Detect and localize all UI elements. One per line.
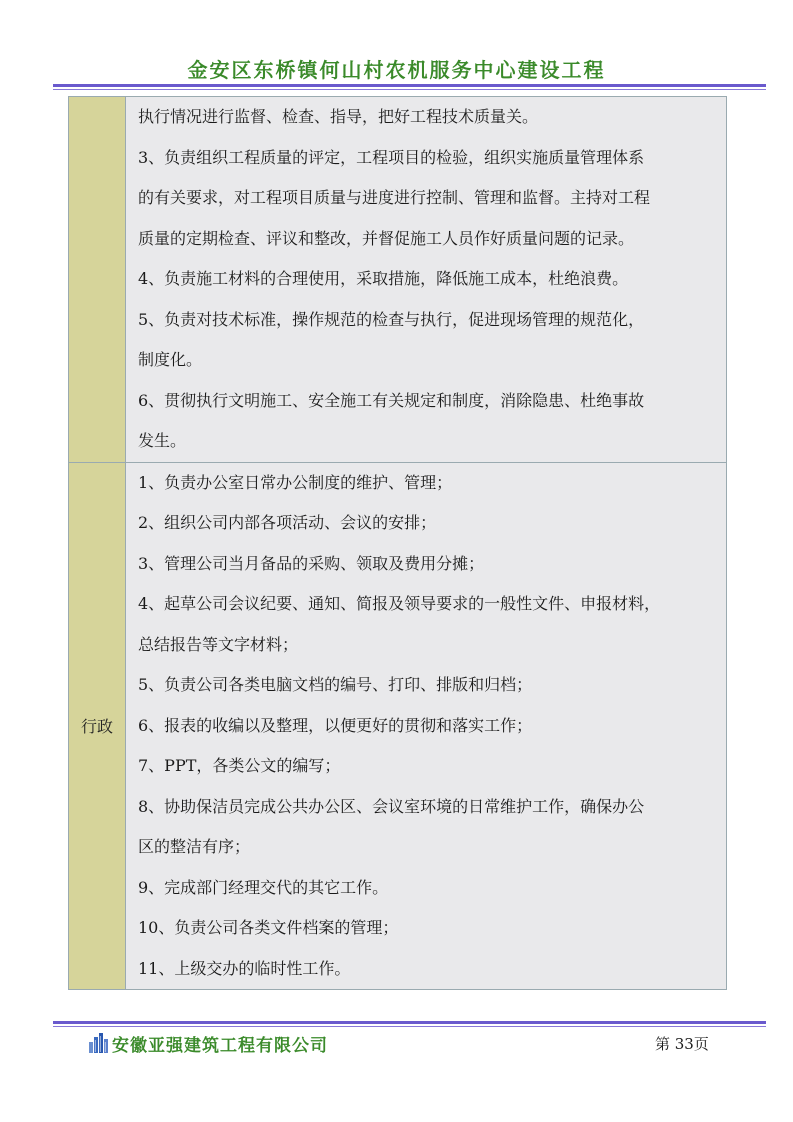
duty-line: 5、负责对技术标准，操作规范的检查与执行，促进现场管理的规范化， bbox=[138, 309, 645, 329]
duty-line: 4、起草公司会议纪要、通知、简报及领导要求的一般性文件、申报材料， bbox=[138, 594, 661, 613]
duty-line: 9、完成部门经理交代的其它工作。 bbox=[138, 877, 389, 897]
duty-line: 7、PPT，各类公文的编写； bbox=[138, 756, 341, 775]
duty-line: 11、上级交办的临时性工作。 bbox=[138, 958, 351, 978]
role-cell bbox=[69, 97, 126, 463]
duty-cell bbox=[126, 97, 727, 463]
footer-rule-thin bbox=[53, 1026, 766, 1027]
duty-line: 2、组织公司内部各项活动、会议的安排； bbox=[138, 513, 437, 532]
duty-line: 执行情况进行监督、检查、指导，把好工程技术质量关。 bbox=[138, 107, 539, 126]
duty-line: 10、负责公司各类文件档案的管理； bbox=[138, 918, 399, 937]
duty-line: 5、负责公司各类电脑文档的编号、打印、排版和归档； bbox=[138, 675, 533, 694]
footer-rule bbox=[53, 1021, 766, 1024]
duty-line: 3、管理公司当月备品的采购、领取及费用分摊； bbox=[138, 553, 485, 573]
header-rule bbox=[53, 84, 766, 87]
document-header-title: 金安区东桥镇何山村农机服务中心建设工程 bbox=[187, 58, 606, 82]
duty-line: 4、负责施工材料的合理使用，采取措施，降低施工成本，杜绝浪费。 bbox=[138, 269, 629, 288]
duty-line: 3、负责组织工程质量的评定，工程项目的检验，组织实施质量管理体系 bbox=[138, 147, 645, 167]
building-logo-icon bbox=[88, 1033, 110, 1053]
duty-line: 8、协助保洁员完成公共办公区、会议室环境的日常维护工作，确保办公 bbox=[138, 796, 645, 816]
header-rule-thin bbox=[53, 89, 766, 90]
duty-line: 制度化。 bbox=[138, 350, 203, 369]
duty-cell bbox=[126, 462, 727, 990]
duty-line: 总结报告等文字材料； bbox=[138, 634, 299, 654]
duty-table bbox=[68, 96, 727, 990]
footer-company-name: 安徽亚强建筑工程有限公司 bbox=[112, 1036, 328, 1056]
duty-line: 发生。 bbox=[138, 431, 187, 450]
role-cell-admin: 行政 bbox=[69, 462, 126, 990]
duty-line: 质量的定期检查、评议和整改，并督促施工人员作好质量问题的记录。 bbox=[138, 228, 635, 248]
duty-line: 6、贯彻执行文明施工、安全施工有关规定和制度，消除隐患、杜绝事故 bbox=[138, 390, 645, 410]
duty-line: 1、负责办公室日常办公制度的维护、管理； bbox=[138, 472, 453, 492]
table-row bbox=[69, 462, 727, 990]
duty-line: 的有关要求，对工程项目质量与进度进行控制、管理和监督。主持对工程 bbox=[138, 188, 651, 207]
page-number: 第 33页 bbox=[655, 1035, 709, 1053]
duty-line: 区的整洁有序； bbox=[138, 837, 251, 856]
table-row bbox=[69, 97, 727, 463]
duty-line: 6、报表的收编以及整理，以便更好的贯彻和落实工作； bbox=[138, 715, 533, 735]
